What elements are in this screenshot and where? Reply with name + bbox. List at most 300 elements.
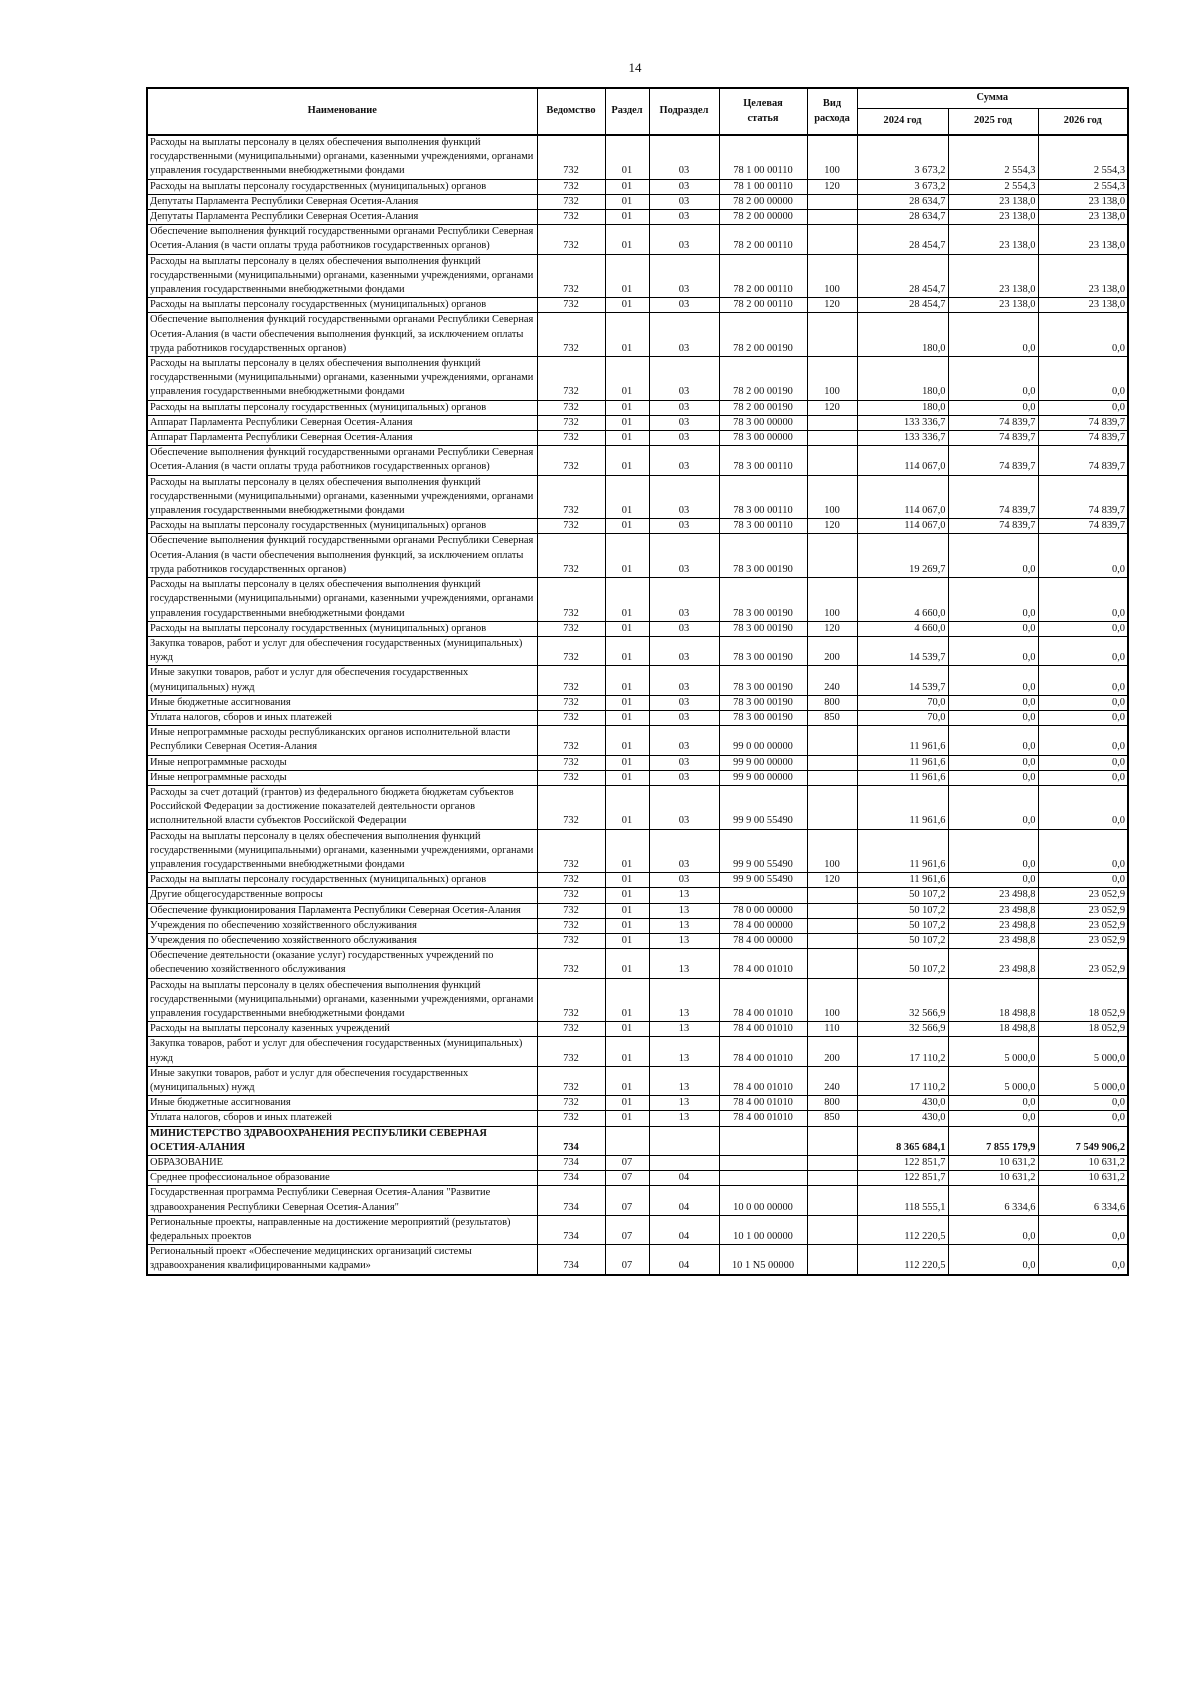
cell-2025: 23 498,8 (948, 888, 1038, 903)
cell-2024: 28 454,7 (857, 298, 948, 313)
cell-2024: 50 107,2 (857, 903, 948, 918)
cell-name: Расходы на выплаты персоналу в целях обеспечения выполнения функций государственными (муниципальными) органами, казенными учреждениями, органами управления государственными внебюджетными фондами (147, 978, 537, 1022)
cell-2026: 0,0 (1038, 755, 1128, 770)
cell-2026: 74 839,7 (1038, 475, 1128, 519)
cell-section: 01 (605, 578, 649, 622)
cell-dept: 732 (537, 194, 605, 209)
cell-subsection: 03 (649, 755, 719, 770)
cell-section: 01 (605, 1096, 649, 1111)
cell-type (807, 770, 857, 785)
cell-section: 01 (605, 1066, 649, 1095)
table-row (147, 298, 1128, 313)
cell-type: 120 (807, 621, 857, 636)
cell-dept: 732 (537, 210, 605, 225)
cell-section: 01 (605, 873, 649, 888)
cell-section: 01 (605, 135, 649, 179)
cell-section: 01 (605, 446, 649, 475)
cell-2025: 0,0 (948, 400, 1038, 415)
cell-2025: 0,0 (948, 666, 1038, 695)
cell-name: ОБРАЗОВАНИЕ (147, 1156, 537, 1171)
cell-target: 78 4 00 00000 (719, 918, 807, 933)
cell-type: 200 (807, 636, 857, 665)
page-number: 14 (628, 60, 642, 75)
cell-2024: 122 851,7 (857, 1171, 948, 1186)
cell-2024: 14 539,7 (857, 666, 948, 695)
cell-section: 01 (605, 978, 649, 1022)
table-row (147, 225, 1128, 254)
table-row (147, 1126, 1128, 1155)
table-row (147, 888, 1128, 903)
header-type-line2: расхода (814, 112, 850, 124)
cell-target (719, 888, 807, 903)
cell-section: 01 (605, 636, 649, 665)
cell-section: 01 (605, 400, 649, 415)
cell-2025: 74 839,7 (948, 446, 1038, 475)
cell-name: Иные непрограммные расходы (147, 770, 537, 785)
cell-subsection: 03 (649, 636, 719, 665)
cell-2026: 74 839,7 (1038, 415, 1128, 430)
cell-2025: 0,0 (948, 695, 1038, 710)
cell-subsection: 03 (649, 415, 719, 430)
cell-type: 800 (807, 695, 857, 710)
cell-2024: 28 634,7 (857, 194, 948, 209)
cell-2025: 74 839,7 (948, 431, 1038, 446)
cell-2025: 0,0 (948, 873, 1038, 888)
cell-target: 78 4 00 01010 (719, 1037, 807, 1066)
cell-section: 01 (605, 415, 649, 430)
cell-section: 01 (605, 1022, 649, 1037)
cell-subsection: 03 (649, 726, 719, 755)
cell-2024: 28 454,7 (857, 225, 948, 254)
cell-type: 120 (807, 519, 857, 534)
cell-target: 78 2 00 00190 (719, 400, 807, 415)
cell-2026: 23 138,0 (1038, 225, 1128, 254)
header-2026: 2026 год (1038, 108, 1128, 135)
cell-2025: 23 498,8 (948, 918, 1038, 933)
cell-target: 78 3 00 00190 (719, 621, 807, 636)
cell-2024: 19 269,7 (857, 534, 948, 578)
cell-type: 120 (807, 873, 857, 888)
cell-section: 01 (605, 755, 649, 770)
cell-target: 99 9 00 55490 (719, 873, 807, 888)
table-row (147, 400, 1128, 415)
cell-type (807, 1186, 857, 1215)
cell-dept: 732 (537, 179, 605, 194)
cell-2026: 0,0 (1038, 666, 1128, 695)
cell-type: 110 (807, 1022, 857, 1037)
cell-section: 01 (605, 1037, 649, 1066)
cell-dept: 732 (537, 726, 605, 755)
cell-2024: 11 961,6 (857, 755, 948, 770)
cell-2026: 0,0 (1038, 873, 1128, 888)
cell-2026: 23 052,9 (1038, 903, 1128, 918)
cell-2025: 2 554,3 (948, 179, 1038, 194)
cell-2024: 114 067,0 (857, 446, 948, 475)
table-row (147, 949, 1128, 978)
cell-section: 01 (605, 933, 649, 948)
cell-type: 240 (807, 666, 857, 695)
cell-target: 99 9 00 55490 (719, 785, 807, 829)
cell-type (807, 1126, 857, 1155)
cell-name: Обеспечение деятельности (оказание услуг) государственных учреждений по обеспечению хозяйственного обслуживания (147, 949, 537, 978)
cell-target: 78 1 00 00110 (719, 135, 807, 179)
cell-target: 78 4 00 01010 (719, 1096, 807, 1111)
cell-2025: 23 138,0 (948, 210, 1038, 225)
cell-section: 01 (605, 225, 649, 254)
cell-name: Аппарат Парламента Республики Северная Осетия-Алания (147, 415, 537, 430)
cell-2025: 74 839,7 (948, 415, 1038, 430)
cell-2025: 0,0 (948, 621, 1038, 636)
table-row (147, 1022, 1128, 1037)
cell-2026: 23 052,9 (1038, 949, 1128, 978)
cell-dept: 732 (537, 621, 605, 636)
cell-name: Расходы на выплаты персоналу в целях обеспечения выполнения функций государственными (муниципальными) органами, казенными учреждениями, органами управления государственными внебюджетными фондами (147, 475, 537, 519)
cell-dept: 734 (537, 1156, 605, 1171)
cell-2025: 18 498,8 (948, 978, 1038, 1022)
cell-2025: 74 839,7 (948, 475, 1038, 519)
cell-2025: 0,0 (948, 829, 1038, 873)
cell-2024: 3 673,2 (857, 179, 948, 194)
cell-2024: 28 634,7 (857, 210, 948, 225)
cell-2024: 11 961,6 (857, 829, 948, 873)
cell-name: Региональный проект «Обеспечение медицинских организаций системы здравоохранения квалифицированными кадрами» (147, 1245, 537, 1275)
cell-subsection: 03 (649, 357, 719, 401)
cell-2024: 11 961,6 (857, 785, 948, 829)
table-row (147, 666, 1128, 695)
cell-dept: 732 (537, 949, 605, 978)
cell-2024: 17 110,2 (857, 1037, 948, 1066)
cell-2025: 23 138,0 (948, 225, 1038, 254)
cell-subsection: 13 (649, 903, 719, 918)
table-row (147, 475, 1128, 519)
table-row (147, 179, 1128, 194)
cell-dept: 732 (537, 431, 605, 446)
cell-name: Расходы на выплаты персоналу государственных (муниципальных) органов (147, 400, 537, 415)
cell-name: Уплата налогов, сборов и иных платежей (147, 1111, 537, 1126)
cell-2025: 0,0 (948, 710, 1038, 725)
cell-2025: 10 631,2 (948, 1156, 1038, 1171)
cell-subsection: 13 (649, 1111, 719, 1126)
cell-2024: 122 851,7 (857, 1156, 948, 1171)
cell-type (807, 431, 857, 446)
table-row (147, 1111, 1128, 1126)
cell-subsection: 13 (649, 933, 719, 948)
table-row (147, 357, 1128, 401)
cell-2026: 23 052,9 (1038, 888, 1128, 903)
cell-target: 78 4 00 01010 (719, 978, 807, 1022)
cell-dept: 732 (537, 135, 605, 179)
cell-type: 200 (807, 1037, 857, 1066)
cell-dept: 732 (537, 1037, 605, 1066)
cell-dept: 732 (537, 1066, 605, 1095)
cell-target: 78 3 00 00190 (719, 695, 807, 710)
cell-2025: 0,0 (948, 726, 1038, 755)
cell-section: 07 (605, 1215, 649, 1244)
cell-type (807, 726, 857, 755)
cell-type: 120 (807, 400, 857, 415)
cell-dept: 732 (537, 918, 605, 933)
cell-target: 78 3 00 00000 (719, 415, 807, 430)
cell-name: Иные закупки товаров, работ и услуг для обеспечения государственных (муниципальных) нужд (147, 1066, 537, 1095)
cell-2024: 14 539,7 (857, 636, 948, 665)
cell-target: 10 1 N5 00000 (719, 1245, 807, 1275)
table-row (147, 710, 1128, 725)
cell-target: 78 3 00 00000 (719, 431, 807, 446)
cell-target: 78 4 00 01010 (719, 1022, 807, 1037)
cell-dept: 734 (537, 1245, 605, 1275)
cell-2025: 0,0 (948, 1111, 1038, 1126)
cell-2025: 0,0 (948, 755, 1038, 770)
cell-2024: 114 067,0 (857, 475, 948, 519)
table-row (147, 135, 1128, 179)
cell-2024: 11 961,6 (857, 873, 948, 888)
cell-2026: 7 549 906,2 (1038, 1126, 1128, 1155)
cell-name: Учреждения по обеспечению хозяйственного обслуживания (147, 918, 537, 933)
cell-subsection: 03 (649, 666, 719, 695)
budget-table (146, 87, 1129, 1276)
cell-subsection: 03 (649, 785, 719, 829)
header-type-line1: Вид (822, 98, 842, 110)
cell-dept: 732 (537, 636, 605, 665)
cell-subsection: 03 (649, 475, 719, 519)
cell-name: Расходы на выплаты персоналу государственных (муниципальных) органов (147, 179, 537, 194)
cell-subsection: 03 (649, 519, 719, 534)
cell-subsection: 13 (649, 978, 719, 1022)
header-target-line1: Целевая (743, 98, 783, 110)
cell-dept: 732 (537, 1111, 605, 1126)
header-name: Наименование (147, 88, 537, 135)
cell-2025: 74 839,7 (948, 519, 1038, 534)
cell-2026: 0,0 (1038, 695, 1128, 710)
cell-dept: 732 (537, 415, 605, 430)
cell-2025: 0,0 (948, 770, 1038, 785)
cell-target: 78 3 00 00190 (719, 534, 807, 578)
cell-section: 01 (605, 210, 649, 225)
cell-2025: 0,0 (948, 357, 1038, 401)
cell-target: 78 4 00 01010 (719, 1066, 807, 1095)
cell-dept: 732 (537, 298, 605, 313)
cell-target: 78 2 00 00000 (719, 194, 807, 209)
cell-name: Расходы на выплаты персоналу в целях обеспечения выполнения функций государственными (муниципальными) органами, казенными учреждениями, органами управления государственными внебюджетными фондами (147, 135, 537, 179)
cell-2024: 50 107,2 (857, 949, 948, 978)
cell-2025: 6 334,6 (948, 1186, 1038, 1215)
cell-target: 78 0 00 00000 (719, 903, 807, 918)
cell-2024: 4 660,0 (857, 578, 948, 622)
cell-type (807, 933, 857, 948)
cell-type (807, 785, 857, 829)
cell-name: Государственная программа Республики Северная Осетия-Алания "Развитие здравоохранения Республики Северная Осетия-Алания" (147, 1186, 537, 1215)
table-row (147, 1156, 1128, 1171)
table-row (147, 829, 1128, 873)
cell-2026: 23 138,0 (1038, 254, 1128, 298)
cell-section: 01 (605, 666, 649, 695)
cell-2026: 23 138,0 (1038, 194, 1128, 209)
cell-subsection: 03 (649, 135, 719, 179)
cell-2025: 2 554,3 (948, 135, 1038, 179)
cell-dept: 734 (537, 1215, 605, 1244)
cell-name: Среднее профессиональное образование (147, 1171, 537, 1186)
cell-section: 01 (605, 829, 649, 873)
cell-2024: 11 961,6 (857, 726, 948, 755)
cell-2026: 0,0 (1038, 829, 1128, 873)
cell-section: 07 (605, 1245, 649, 1275)
cell-subsection: 03 (649, 873, 719, 888)
cell-section: 01 (605, 194, 649, 209)
cell-2025: 0,0 (948, 1245, 1038, 1275)
cell-2025: 0,0 (948, 1096, 1038, 1111)
cell-subsection: 03 (649, 210, 719, 225)
cell-target: 10 1 00 00000 (719, 1215, 807, 1244)
table-row (147, 1186, 1128, 1215)
cell-section: 01 (605, 770, 649, 785)
cell-subsection: 03 (649, 225, 719, 254)
cell-dept: 732 (537, 785, 605, 829)
cell-section (605, 1126, 649, 1155)
cell-type (807, 225, 857, 254)
table-row (147, 695, 1128, 710)
cell-section: 01 (605, 695, 649, 710)
cell-dept: 732 (537, 254, 605, 298)
cell-name: Депутаты Парламента Республики Северная Осетия-Алания (147, 194, 537, 209)
cell-subsection: 03 (649, 695, 719, 710)
cell-name: Расходы на выплаты персоналу в целях обеспечения выполнения функций государственными (муниципальными) органами, казенными учреждениями, органами управления государственными внебюджетными фондами (147, 578, 537, 622)
cell-dept: 732 (537, 534, 605, 578)
cell-section: 01 (605, 431, 649, 446)
cell-2026: 0,0 (1038, 710, 1128, 725)
cell-subsection: 03 (649, 829, 719, 873)
cell-subsection: 13 (649, 1096, 719, 1111)
cell-2026: 5 000,0 (1038, 1066, 1128, 1095)
cell-target: 78 3 00 00190 (719, 710, 807, 725)
table-row (147, 1171, 1128, 1186)
cell-subsection: 04 (649, 1186, 719, 1215)
table-row (147, 519, 1128, 534)
cell-dept: 732 (537, 903, 605, 918)
cell-2024: 32 566,9 (857, 1022, 948, 1037)
table-row (147, 755, 1128, 770)
cell-2026: 18 052,9 (1038, 978, 1128, 1022)
cell-dept: 732 (537, 933, 605, 948)
cell-dept: 732 (537, 695, 605, 710)
cell-dept: 734 (537, 1186, 605, 1215)
cell-section: 07 (605, 1171, 649, 1186)
cell-2024: 8 365 684,1 (857, 1126, 948, 1155)
cell-2026: 0,0 (1038, 534, 1128, 578)
cell-name: Уплата налогов, сборов и иных платежей (147, 710, 537, 725)
table-row (147, 1037, 1128, 1066)
cell-2026: 74 839,7 (1038, 446, 1128, 475)
cell-2026: 23 052,9 (1038, 933, 1128, 948)
cell-subsection: 13 (649, 918, 719, 933)
cell-dept: 732 (537, 666, 605, 695)
cell-2026: 0,0 (1038, 313, 1128, 357)
cell-2024: 50 107,2 (857, 918, 948, 933)
cell-section: 07 (605, 1156, 649, 1171)
cell-section: 01 (605, 726, 649, 755)
cell-2025: 7 855 179,9 (948, 1126, 1038, 1155)
cell-target: 78 3 00 00110 (719, 519, 807, 534)
header-2024: 2024 год (857, 108, 948, 135)
cell-2024: 112 220,5 (857, 1245, 948, 1275)
cell-section: 01 (605, 621, 649, 636)
table-row (147, 621, 1128, 636)
cell-type (807, 949, 857, 978)
cell-target: 10 0 00 00000 (719, 1186, 807, 1215)
cell-2026: 2 554,3 (1038, 135, 1128, 179)
cell-type (807, 210, 857, 225)
cell-section: 07 (605, 1186, 649, 1215)
cell-dept: 732 (537, 1096, 605, 1111)
table-row (147, 873, 1128, 888)
cell-dept: 732 (537, 770, 605, 785)
cell-2025: 23 138,0 (948, 194, 1038, 209)
cell-section: 01 (605, 357, 649, 401)
cell-type (807, 313, 857, 357)
cell-subsection: 03 (649, 400, 719, 415)
cell-type (807, 415, 857, 430)
cell-type (807, 903, 857, 918)
cell-2025: 0,0 (948, 785, 1038, 829)
cell-type (807, 1215, 857, 1244)
cell-subsection: 03 (649, 770, 719, 785)
cell-section: 01 (605, 785, 649, 829)
cell-target: 78 4 00 01010 (719, 1111, 807, 1126)
cell-2025: 23 498,8 (948, 933, 1038, 948)
cell-subsection: 04 (649, 1215, 719, 1244)
table-row (147, 1066, 1128, 1095)
cell-subsection: 03 (649, 194, 719, 209)
cell-subsection: 13 (649, 888, 719, 903)
cell-target: 78 2 00 00190 (719, 357, 807, 401)
cell-2026: 0,0 (1038, 770, 1128, 785)
cell-2024: 112 220,5 (857, 1215, 948, 1244)
cell-2026: 0,0 (1038, 785, 1128, 829)
cell-type: 100 (807, 578, 857, 622)
cell-subsection: 03 (649, 534, 719, 578)
cell-2024: 133 336,7 (857, 431, 948, 446)
table-row (147, 1096, 1128, 1111)
cell-2024: 180,0 (857, 313, 948, 357)
cell-subsection: 03 (649, 446, 719, 475)
cell-name: Обеспечение выполнения функций государственными органами Республики Северная Осетия-Алания (в части оплаты труда работников государственных органов) (147, 446, 537, 475)
cell-type (807, 1171, 857, 1186)
header-sum: Сумма (857, 88, 1128, 108)
cell-dept: 732 (537, 400, 605, 415)
cell-2026: 0,0 (1038, 1111, 1128, 1126)
cell-2024: 430,0 (857, 1111, 948, 1126)
cell-subsection: 13 (649, 1066, 719, 1095)
cell-2026: 0,0 (1038, 621, 1128, 636)
cell-name: Расходы на выплаты персоналу государственных (муниципальных) органов (147, 873, 537, 888)
cell-subsection: 04 (649, 1245, 719, 1275)
cell-2025: 23 498,8 (948, 903, 1038, 918)
cell-type: 120 (807, 298, 857, 313)
cell-2026: 6 334,6 (1038, 1186, 1128, 1215)
table-row (147, 933, 1128, 948)
cell-name: МИНИСТЕРСТВО ЗДРАВООХРАНЕНИЯ РЕСПУБЛИКИ СЕВЕРНАЯ ОСЕТИЯ-АЛАНИЯ (147, 1126, 537, 1155)
cell-section: 01 (605, 298, 649, 313)
table-row (147, 210, 1128, 225)
cell-subsection: 03 (649, 578, 719, 622)
cell-target: 78 2 00 00110 (719, 298, 807, 313)
cell-name: Расходы на выплаты персоналу казенных учреждений (147, 1022, 537, 1037)
cell-2026: 10 631,2 (1038, 1171, 1128, 1186)
cell-2024: 11 961,6 (857, 770, 948, 785)
cell-2024: 430,0 (857, 1096, 948, 1111)
cell-subsection: 03 (649, 710, 719, 725)
cell-target (719, 1171, 807, 1186)
cell-subsection: 03 (649, 431, 719, 446)
